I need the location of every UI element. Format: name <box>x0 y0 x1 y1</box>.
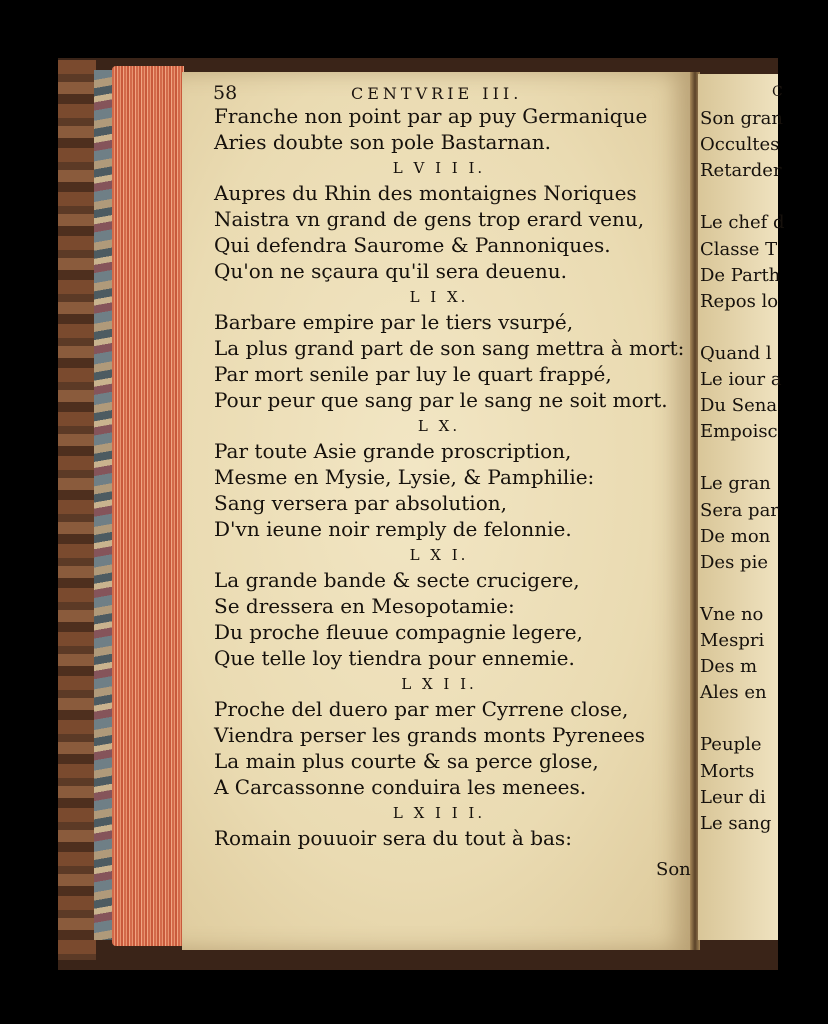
verse-line: Aupres du Rhin des montaignes Noriques <box>214 181 637 206</box>
running-title: CENTVRIE III. <box>351 84 523 103</box>
right-page-line: Ales en <box>700 682 767 704</box>
verse-line: Barbare empire par le tiers vsurpé, <box>214 310 574 335</box>
right-page-line: Leur di <box>700 786 766 808</box>
page-edges <box>112 66 184 946</box>
verse-line: Se dressera en Mesopotamie: <box>214 594 515 619</box>
verse-line: Viendra perser les grands monts Pyrenees <box>214 723 646 748</box>
quatrain-number: L I X. <box>409 287 469 306</box>
right-page-line: Quand l <box>700 342 772 364</box>
verse-line: Qu'on ne sçaura qu'il sera deuenu. <box>214 258 567 283</box>
right-page-line: De mon <box>700 525 771 547</box>
right-page-line: Empoisc <box>700 421 778 443</box>
right-page-line: Vne no <box>700 603 764 625</box>
right-page-line: Repos lo <box>700 290 779 312</box>
right-page-line: Des pie <box>700 551 768 573</box>
quatrain-number: L X I I. <box>401 674 477 693</box>
verse-line: A Carcassonne conduira les menees. <box>214 774 587 799</box>
right-page-line: De Parth <box>700 264 781 286</box>
right-page-line: Le gran <box>700 473 771 495</box>
catchword: Son <box>656 859 691 880</box>
right-page-line: Classe T <box>700 238 778 260</box>
verse-line: Qui defendra Saurome & Pannoniques. <box>214 232 611 257</box>
verse-text-block <box>214 104 684 852</box>
right-page-line: Retarder <box>700 160 782 182</box>
verse-line: Par toute Asie grande proscription, <box>214 439 572 464</box>
right-page-line: Mespri <box>700 630 765 651</box>
quatrain-number: L X. <box>417 416 461 435</box>
right-page-line: Peuple <box>700 734 762 756</box>
verse-line: Sang versera par absolution, <box>214 490 507 515</box>
verse-line: Par mort senile par luy le quart frappé, <box>214 361 612 386</box>
verse-line: D'vn ieune noir remply de felonnie. <box>214 516 572 541</box>
page-number: 58 <box>213 82 238 104</box>
verse-line: Du proche fleuue compagnie legere, <box>214 619 583 644</box>
verse-line: Pour peur que sang par le sang ne soit mort. <box>214 387 668 412</box>
right-page-line: Le chef d <box>700 212 785 234</box>
verse-line: Proche del duero par mer Cyrrene close, <box>214 697 629 722</box>
right-page-line: Morts <box>700 760 755 782</box>
verse-line: Romain pouuoir sera du tout à bas: <box>214 826 572 851</box>
right-page-line: Du Sena <box>700 395 778 417</box>
verse-line: Que telle loy tiendra pour ennemie. <box>214 645 575 670</box>
right-page-line: Le iour a <box>700 369 782 390</box>
verse-line: La plus grand part de son sang mettra à mort: <box>214 336 685 361</box>
verse-line: Naistra vn grand de gens trop erard venu, <box>214 207 645 232</box>
verse-line: Mesme en Mysie, Lysie, & Pamphilie: <box>214 465 595 490</box>
right-page-line: Sera par <box>700 499 779 521</box>
quatrain-number: L X I I I. <box>392 803 486 822</box>
right-page-line: Son gran <box>700 108 783 129</box>
right-page-line: Le sang <box>700 812 772 834</box>
verse-line: La grande bande & secte crucigere, <box>214 568 580 593</box>
verse-line: Franche non point par ap puy Germanique <box>214 104 648 128</box>
verse-line: Aries doubte son pole Bastarnan. <box>214 129 552 154</box>
right-page-corner-text: C <box>772 84 783 100</box>
quatrain-number: L V I I I. <box>392 158 486 177</box>
verse-line: La main plus courte & sa perce glose, <box>214 748 599 773</box>
right-page-line: Des m <box>700 656 758 678</box>
book-cover-edge <box>58 60 96 960</box>
quatrain-number: L X I. <box>409 545 469 564</box>
right-page-line: Occultes <box>700 134 780 156</box>
marbled-endpaper <box>94 70 112 940</box>
